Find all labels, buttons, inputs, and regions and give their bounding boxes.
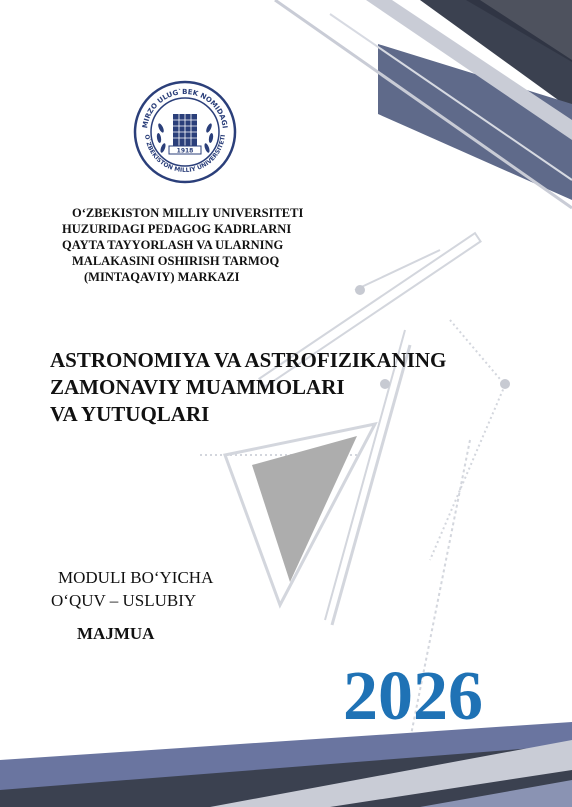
subtitle-type: O‘QUV – USLUBIY [51,591,197,610]
subtitle-module: MODULI BO‘YICHA [58,568,214,587]
institution-name [62,205,338,285]
seal-year: 1918 [176,147,194,155]
dot [355,285,365,295]
institution-line: O‘ZBEKISTON MILLIY UNIVERSITETI [72,206,304,220]
university-seal-icon [133,80,237,184]
seal-bottom-text: O`ZBEKISTON MILLIY UNIVERSITETI [143,134,227,175]
title-line: ASTRONOMIYA VA ASTROFIZIKANING [50,348,447,372]
title-line: VA YUTUQLARI [50,402,210,426]
institution-line: (MINTAQAVIY) MARKAZI [84,270,240,284]
institution-line: QAYTA TAYYORLASH VA ULARNING [62,238,284,252]
subtitle-complex: MAJMUA [77,624,155,643]
publication-year: 2026 [343,658,483,735]
document-title [50,347,530,428]
institution-line: HUZURIDAGI PEDAGOG KADRLARNI [62,222,292,236]
title-line: ZAMONAVIY MUAMMOLARI [50,375,345,399]
institution-line: MALAKASINI OSHIRISH TARMOQ [72,254,280,268]
seal-top-text: MIRZO ULUG`BEK NOMIDAGI [141,87,229,129]
